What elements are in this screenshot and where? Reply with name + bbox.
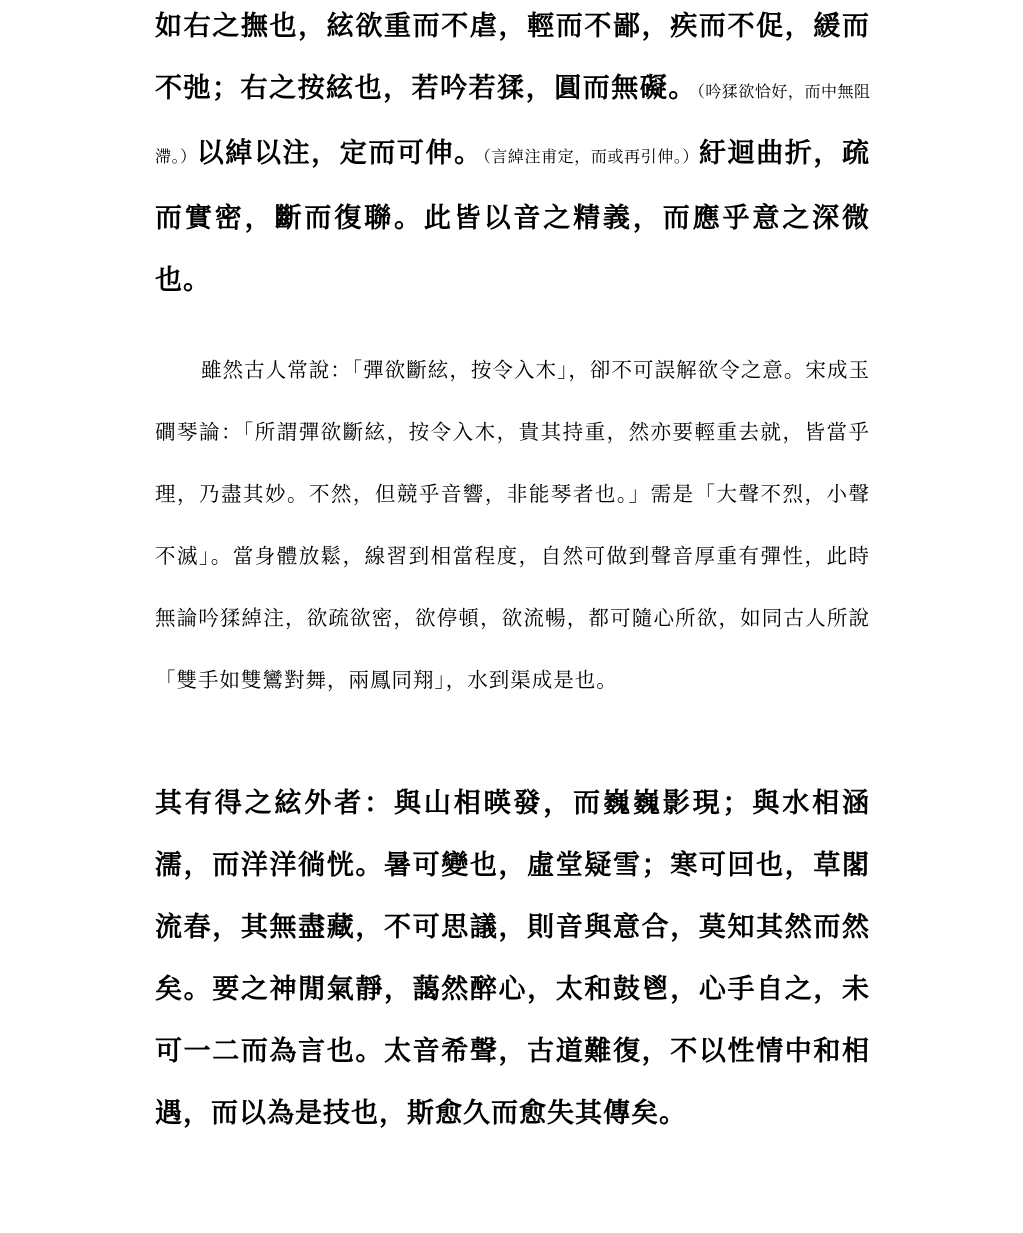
annotation-note-2: （言綽注甫定，而或再引伸。） — [482, 147, 700, 166]
paragraph-classical-1 — [155, 0, 870, 312]
paragraph-classical-2: 其有得之絃外者：與山相暎發，而巍巍影現；與水相涵濡，而洋洋徜恍。暑可變也，虛堂疑雪；寒可回也，草閣流春，其無盡藏，不可思議，則音與意合，莫知其然而然矣。要之神閒氣靜，藹然醉心，太和鼓鬯，心手自之，未可一二而為言也。太音希聲，古道難復，不以性情中和相遇，而以為是技也，斯愈久而愈失其傳矣。 — [155, 788, 870, 1129]
document-page — [155, 0, 870, 1172]
main-text-3: 紆迴曲折，疏而實密，斷而復聯。此皆以音之精義，而應乎意之深微也。 — [155, 138, 870, 296]
main-text-2: 以綽以注，定而可伸。 — [196, 138, 483, 169]
paragraph-commentary: 雖然古人常說：「彈欲斷絃，按令入木」，卻不可誤解欲令之意。宋成玉磵琴論：「所謂彈欲斷絃，按令入木，貴其持重，然亦要輕重去就，皆當乎理，乃盡其妙。不然，但競乎音響，非能琴者也。」需是「大聲不烈，小聲不滅」。當身體放鬆，線習到相當程度，自然可做到聲音厚重有彈性，此時無論吟猱綽注，欲疏欲密，欲停頓，欲流暢，都可隨心所欲，如同古人所說「雙手如雙鸞對舞，兩鳳同翔」，水到渠成是也。 — [155, 358, 870, 692]
annotation-note-1: （吟猱欲恰好，而中無阻滯。） — [155, 82, 870, 166]
main-text-1: 如右之撫也，絃欲重而不虐，輕而不鄙，疾而不促，緩而不弛；右之按絃也，若吟若猱，圓而無礙。 — [155, 11, 870, 104]
